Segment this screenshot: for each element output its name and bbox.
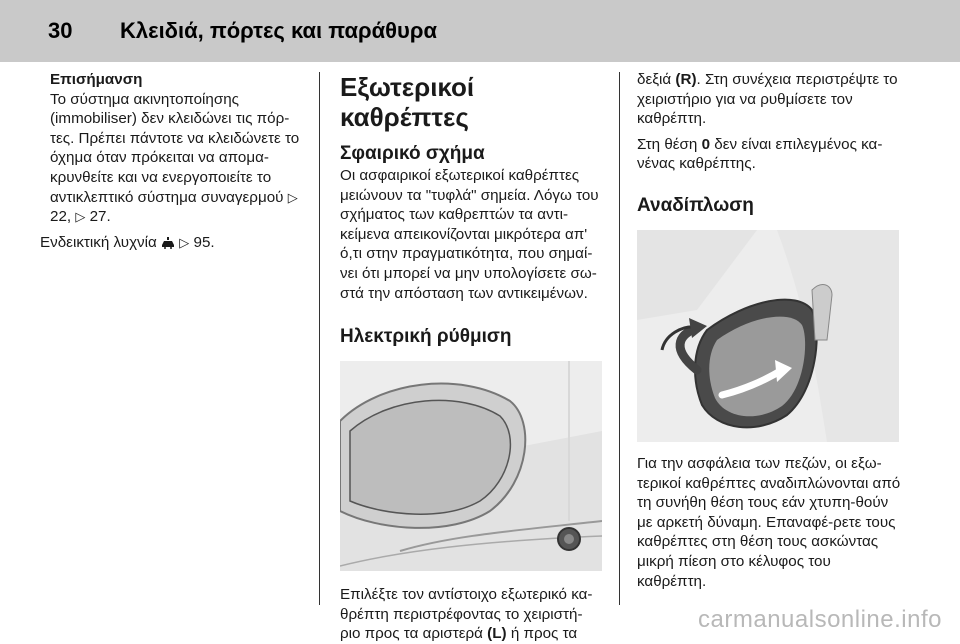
folding-heading: Αναδίπλωση	[637, 194, 754, 216]
electric-text: Επιλέξτε τον αντίστοιχο εξωτερικό κα-θρέπτη περιστρέφοντας το χειριστή-ριο προς τα αριστερά (L) ή προς τα	[340, 586, 593, 643]
electric-text-cont: δεξιά (R). Στη συνέχεια περιστρέψτε το χειριστήριο για να ρυθμίσετε τον καθρέπτη.	[637, 71, 898, 128]
section-title: Εξωτερικοί καθρέπτες	[340, 72, 475, 132]
page-ref-link[interactable]: 27.	[89, 208, 111, 226]
right-code: (R)	[675, 71, 697, 88]
left-code: (L)	[487, 625, 507, 643]
watermark: carmanualsonline.info	[698, 606, 942, 633]
mirror-folding-photo	[637, 230, 899, 442]
page-title: Κλειδιά, πόρτες και παράθυρα	[120, 18, 437, 43]
column-3	[637, 70, 902, 591]
note-heading: Επισήμανση	[50, 71, 143, 88]
page-header	[0, 0, 960, 62]
column-1	[40, 70, 302, 254]
convex-text: Οι ασφαιρικοί εξωτερικοί καθρέπτες μειώνουν τα "τυφλά" σημεία. Λόγω του σχήματος των καθρεπτών τα αντι-κείμενα απεικονίζονται μικρότερα απ' ό,τι στην πραγματικότητα, που σημαί-νει ότι μπορεί να μην υπολογίσετε σω-στά την απόσταση των αντικειμένων.	[340, 167, 599, 302]
folding-text: Για την ασφάλεια των πεζών, οι εξω-τερικοί καθρέπτες αναδιπλώνονται από τη συνήθη θέση τους εάν χτυπη-θούν με αρκετή δύναμη. Επαναφέ-ρετε τους καθρέπτες στη θέση τους ασκώντας μικρή πίεση στο κέλυφος του καθρέπτη.	[637, 454, 901, 590]
electric-heading: Ηλεκτρική ρύθμιση	[340, 326, 512, 348]
zero-position-text: Στη θέση 0 δεν είναι επιλεγμένος κα-νένας καθρέπτης.	[637, 135, 883, 173]
indicator-line: Ενδεικτική λυχνία ▷ 95.	[40, 233, 302, 255]
convex-heading: Σφαιρικό σχήμα	[340, 143, 485, 164]
column-divider	[319, 72, 320, 605]
page-ref-icon: ▷	[75, 209, 86, 225]
page-ref-link[interactable]: 95.	[193, 233, 215, 251]
column-divider	[619, 72, 620, 605]
zero-code: 0	[701, 135, 711, 153]
note-text: Το σύστημα ακινητοποίησης (immobiliser) δεν κλειδώνει τις πόρ-τες. Πρέπει πάντοτε να κλειδώνετε το όχημα όταν πρόκειται να απομα-κρυνθείτε και να ενεργοποιείτε το αντικλεπτικό σύστημα συναγερμού ▷ 22, ▷ 27.	[50, 90, 300, 226]
page-number: 30	[48, 18, 73, 43]
car-lock-icon	[161, 235, 175, 255]
page-ref-icon: ▷	[179, 234, 190, 250]
page-ref-icon: ▷	[287, 189, 298, 205]
immobiliser-note	[40, 70, 302, 227]
column-2	[340, 70, 602, 644]
mirror-adjust-photo	[340, 361, 602, 571]
page-ref-link[interactable]: 22,	[50, 208, 72, 226]
